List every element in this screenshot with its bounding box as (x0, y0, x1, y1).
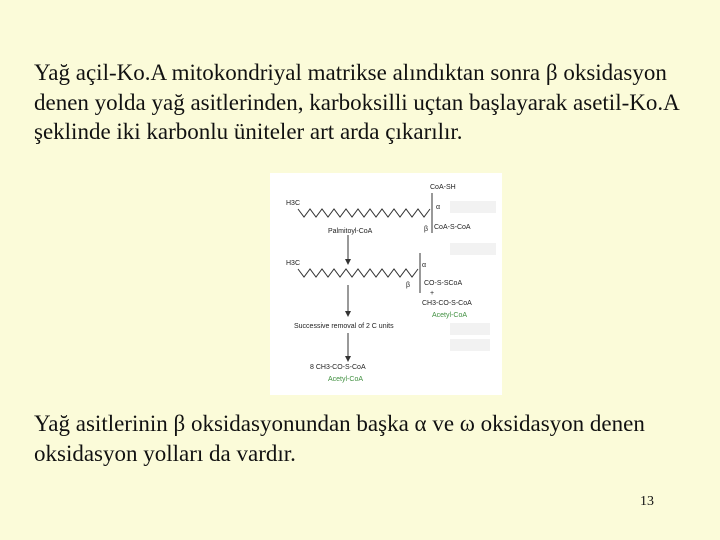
paragraph-intro: Yağ açil-Ko.A mitokondriyal matrikse alındıktan sonra β oksidasyon denen yolda yağ asitlerinden, karboksilli uçtan başlayarak asetil-Ko.A şeklinde iki karbonlu üniteler art arda çıkarılır. (34, 60, 679, 144)
palmitoyl-chain (298, 209, 430, 217)
faint-annotation-4 (450, 339, 490, 351)
successive-removal-label: Successive removal of 2 C units (294, 323, 394, 330)
arrow-down-2-head (345, 311, 351, 317)
alpha-top-label: α (436, 204, 441, 211)
faint-annotation-1 (450, 201, 496, 213)
faint-annotation-3 (450, 323, 490, 335)
h3c-top-label: H3C (286, 200, 301, 207)
page-number: 13 (640, 494, 654, 509)
arrow-down-3-head (345, 356, 351, 362)
beta-top-label: β (424, 226, 429, 233)
faint-annotation-2 (450, 243, 496, 255)
co-scoa-label: CO-S-SCoA (424, 280, 463, 287)
beta-oxidation-svg (270, 173, 502, 395)
paragraph-alpha-omega: Yağ asitlerinin β oksidasyonundan başka α ve ω oksidasyon denen oksidasyon yolları da vardır. (34, 411, 645, 466)
beta-oxidation-diagram (270, 173, 502, 395)
acetyl-coa-right-label: Acetyl-CoA (432, 312, 468, 319)
coa-s-coa-label: CoA-S-CoA (434, 224, 471, 231)
coa-sh-label: CoA-SH (430, 184, 456, 191)
shortened-chain (298, 269, 418, 277)
plus-label: + (430, 290, 435, 297)
alpha-mid-label: α (422, 262, 427, 269)
palmitoyl-coa-label: Palmitoyl-CoA (328, 228, 373, 235)
ch3-co-s-coa-label: CH3-CO-S-CoA (422, 300, 472, 307)
h3c-mid-label: H3C (286, 260, 301, 267)
final-product-label: 8 CH3-CO-S-CoA (310, 364, 366, 371)
acetyl-coa-bottom-label: Acetyl-CoA (328, 376, 364, 383)
beta-mid-label: β (406, 282, 411, 289)
arrow-down-1-head (345, 259, 351, 265)
